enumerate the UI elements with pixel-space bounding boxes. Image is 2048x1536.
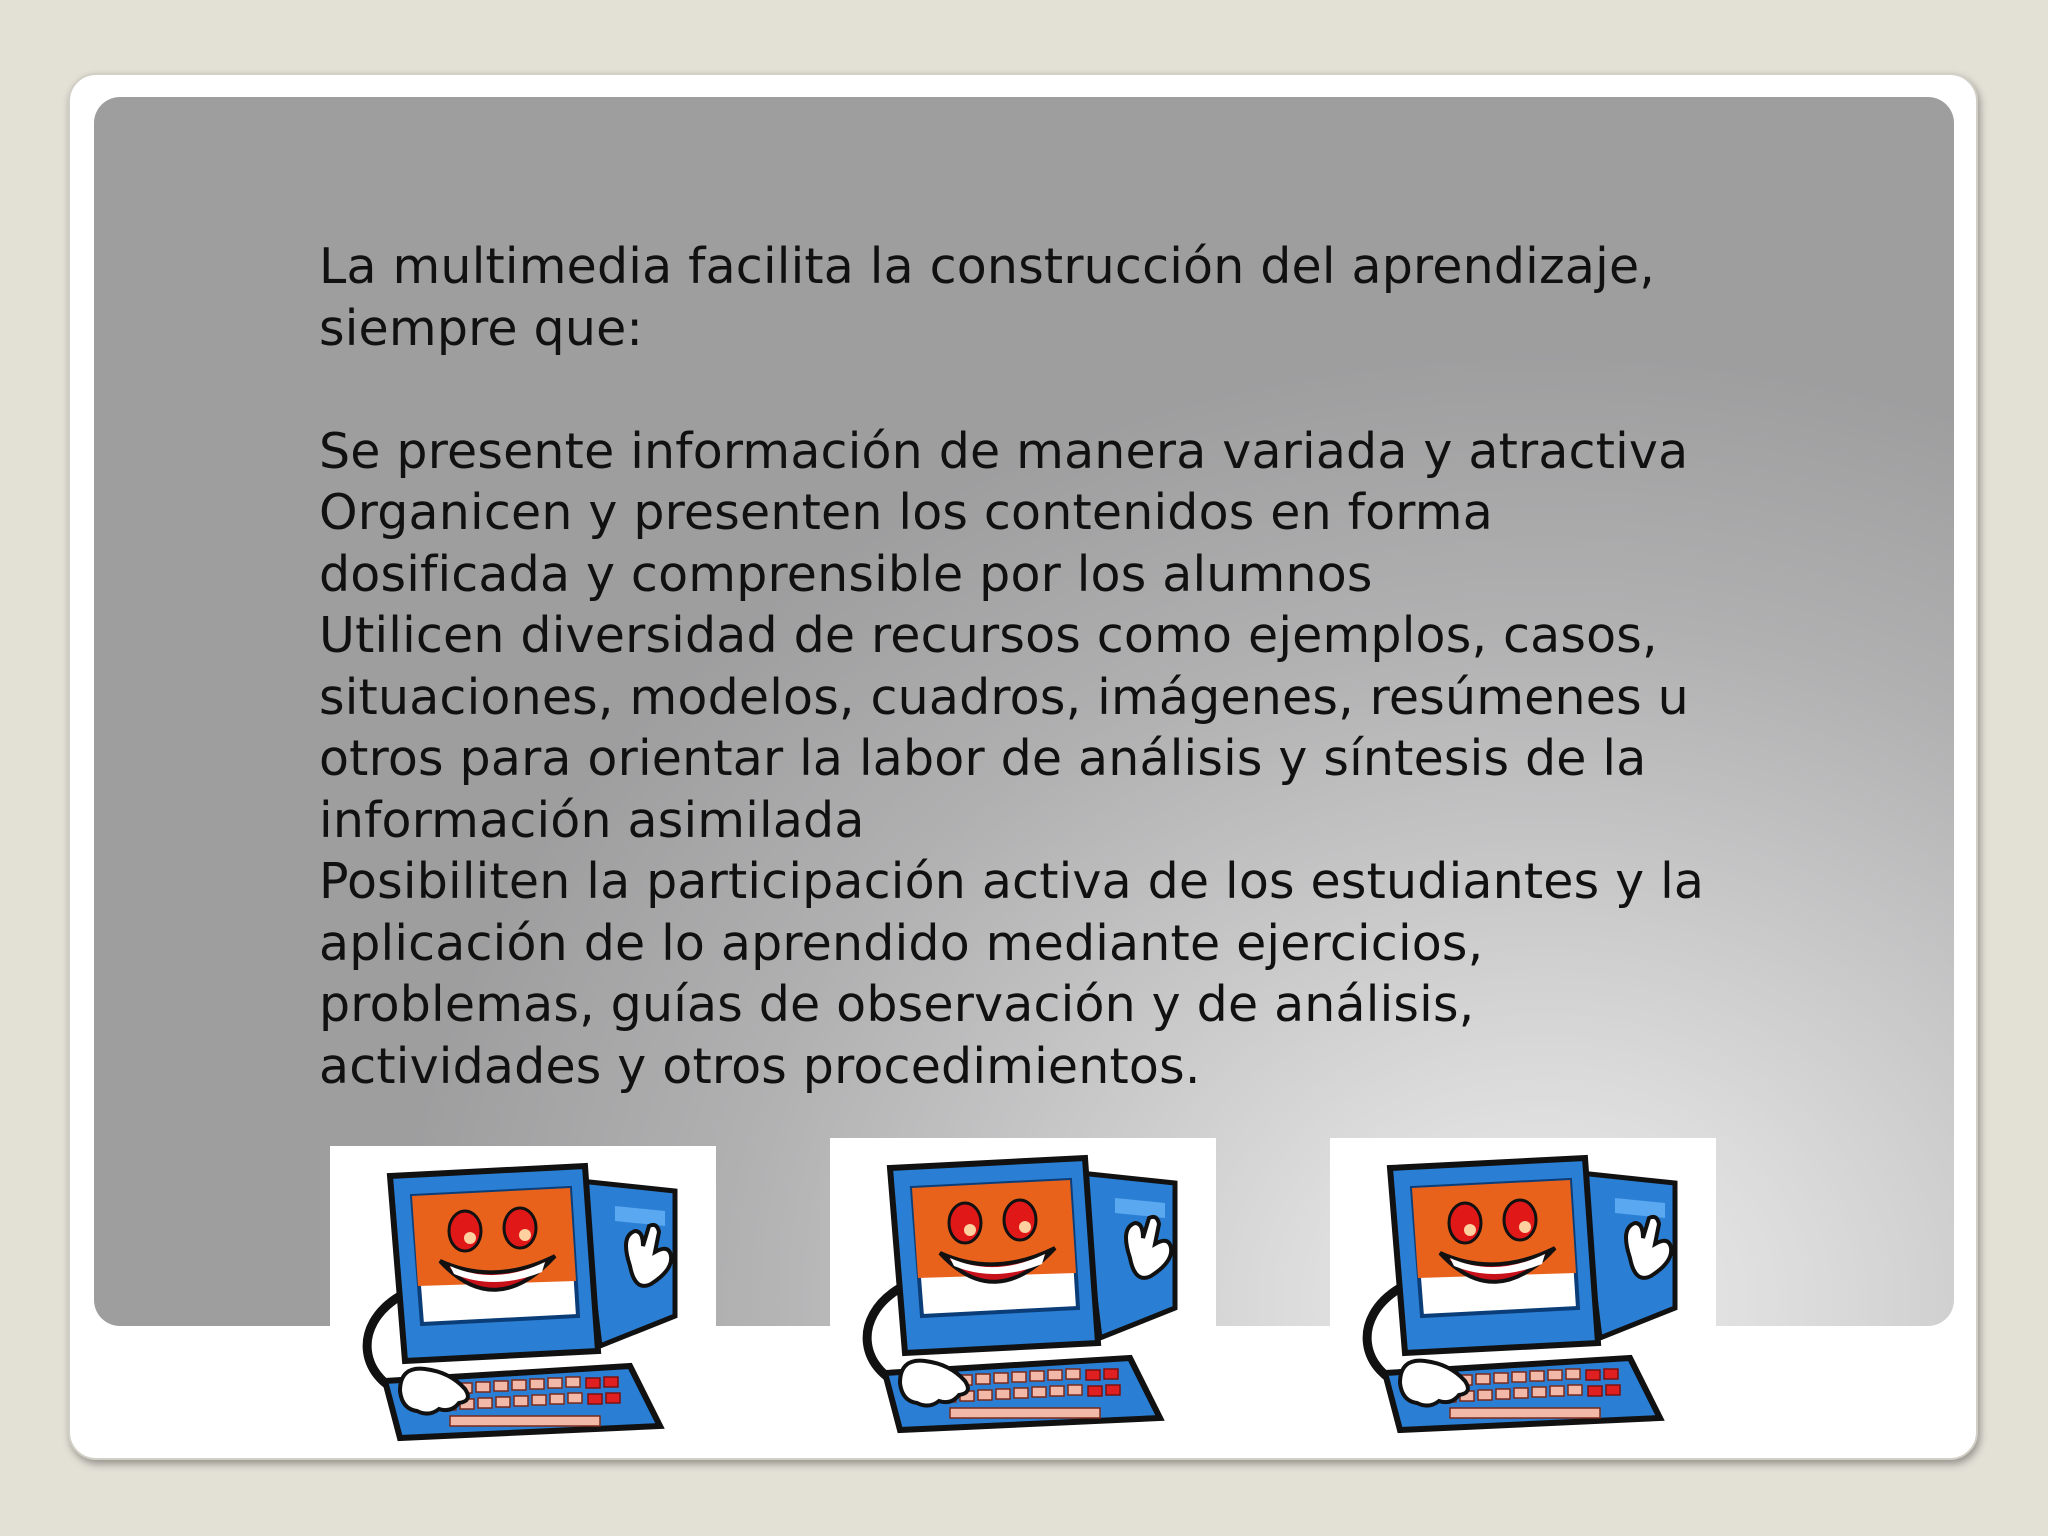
body-line: dosificada y comprensible por los alumnos <box>319 545 1373 603</box>
slide-body-text <box>319 236 1779 1097</box>
body-line: Posibiliten la participación activa de los estudiantes y la <box>319 853 1705 910</box>
body-line: Se presente información de manera variada y atractiva <box>319 422 1689 480</box>
body-line: Utilicen diversidad de recursos como ejemplos, casos, <box>319 607 1658 664</box>
body-line: situaciones, modelos, cuadros, imágenes, resúmenes u <box>319 668 1689 726</box>
smiling-computer-icon <box>830 1138 1216 1438</box>
body-line: problemas, guías de observación y de análisis, <box>319 976 1475 1033</box>
body-line: Organicen y presenten los contenidos en forma <box>319 484 1493 541</box>
intro-line: La multimedia facilita la construcción del aprendizaje, <box>319 238 1656 295</box>
intro-line: siempre que: <box>319 299 644 357</box>
body-line: información asimilada <box>319 791 865 849</box>
body-line: actividades y otros procedimientos. <box>319 1037 1201 1095</box>
body-line: otros para orientar la labor de análisis y síntesis de la <box>319 730 1647 787</box>
smiling-computer-icon <box>1330 1138 1716 1438</box>
body-line: aplicación de lo aprendido mediante ejercicios, <box>319 914 1484 972</box>
smiling-computer-icon <box>330 1146 716 1446</box>
paragraph-gap <box>319 359 1779 421</box>
